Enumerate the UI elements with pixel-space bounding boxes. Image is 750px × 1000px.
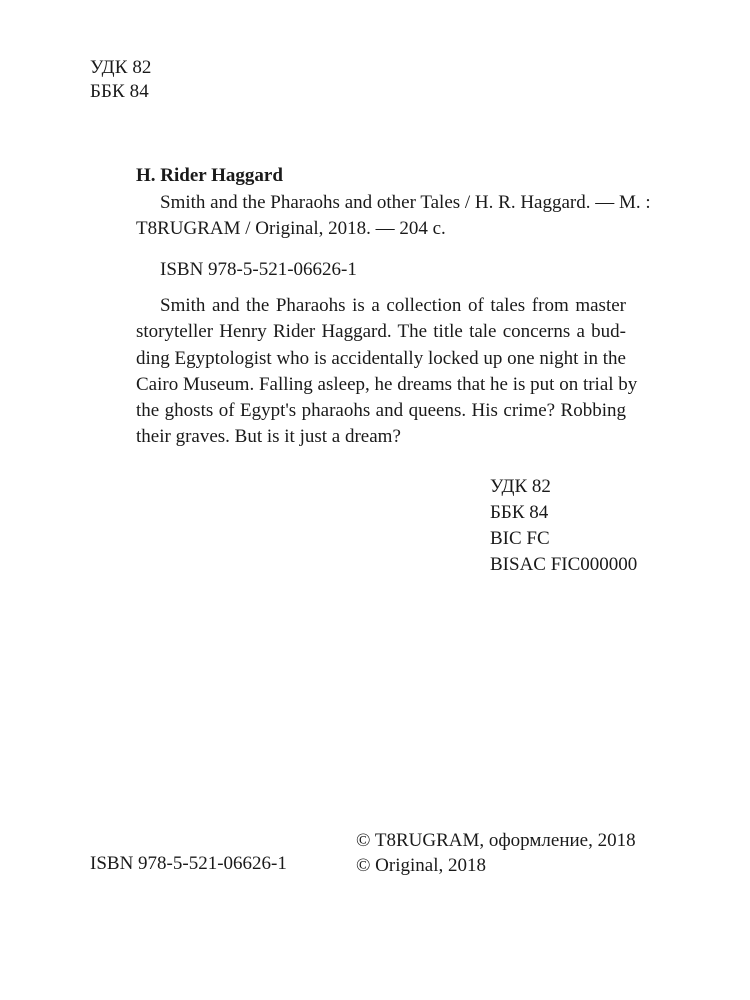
footer-isbn: ISBN 978-5-521-06626-1: [90, 853, 287, 874]
bibliographic-line-2: T8RUGRAM / Original, 2018. — 204 с.: [136, 218, 446, 239]
abstract-line: Smith and the Pharaohs is a collection of tales from master: [160, 295, 626, 316]
classification-udk: УДК 82: [490, 476, 551, 497]
top-classification-codes: [90, 56, 152, 104]
copyright-original: © Original, 2018: [356, 855, 487, 876]
classification-codes: [490, 474, 637, 578]
abstract-line: Cairo Museum. Falling asleep, he dreams that he is put on trial by: [136, 373, 638, 395]
bibliographic-line-1: Smith and the Pharaohs and other Tales / H. R. Haggard. — М. :: [160, 192, 651, 213]
udk-code: УДК 82: [90, 57, 152, 78]
abstract-line: their graves. But is it just a dream?: [136, 426, 401, 448]
isbn-main: ISBN 978-5-521-06626-1: [160, 259, 357, 280]
abstract-line: ding Egyptologist who is accidentally locked up one night in the: [136, 347, 626, 369]
bbk-code: ББК 84: [90, 81, 149, 102]
book-abstract: [136, 293, 638, 451]
abstract-line: the ghosts of Egypt's pharaohs and queens. His crime? Robbing: [136, 400, 626, 422]
copyright-design: © T8RUGRAM, оформление, 2018: [356, 830, 636, 851]
classification-bbk: ББК 84: [490, 502, 549, 523]
classification-bic: BIC FC: [490, 528, 550, 549]
author-name: H. Rider Haggard: [136, 165, 283, 186]
classification-bisac: BISAC FIC000000: [490, 554, 638, 575]
copyright-notices: [356, 828, 636, 878]
bibliographic-record: [136, 190, 651, 242]
abstract-line: storyteller Henry Rider Haggard. The title tale concerns a bud-: [136, 321, 626, 343]
